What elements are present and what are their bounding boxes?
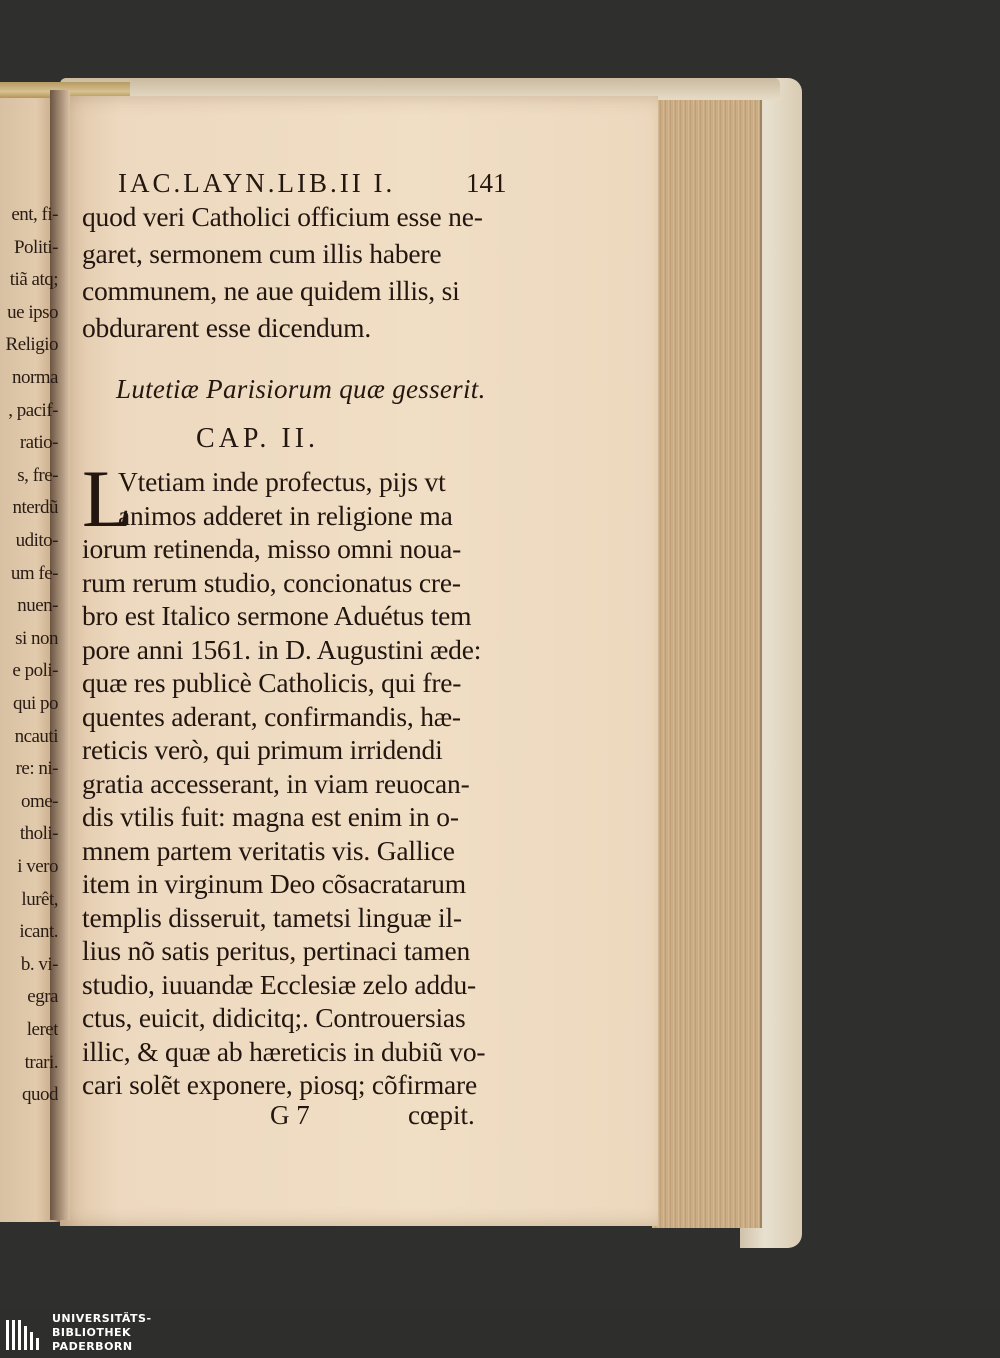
text-line: bro est Italico sermone Aduétus tem (82, 600, 472, 631)
text-line: gratia accesserant, in viam reuocan- (82, 767, 470, 799)
logo-text-line-2: BIBLIOTHEK (52, 1326, 132, 1339)
logo-text-line-1: UNIVERSITÄTS- (52, 1312, 152, 1325)
running-head: IAC.LAYN.LIB.II I. (118, 168, 396, 198)
text-line: obdurarent esse dicendum. (82, 312, 372, 343)
gutter (50, 90, 70, 1220)
facing-text-fragment: leret (26, 1019, 58, 1040)
text-line: communem, ne aue quidem illis, si (82, 275, 460, 306)
facing-text-fragment: ratio- (19, 432, 58, 454)
drop-cap: L (82, 453, 133, 544)
facing-text-fragment: s, fre- (17, 464, 58, 486)
text-line: animos adderet in religione ma (118, 499, 453, 531)
text-line: quæ res publicè Catholicis, qui fre- (82, 667, 462, 698)
library-logo-icon (4, 1316, 44, 1356)
text-line: iorum retinenda, misso omni noua- (82, 533, 462, 564)
facing-text-fragment: b. vi- (20, 953, 58, 975)
facing-text-fragment: Religio (5, 334, 58, 356)
facing-text-fragment: e poli- (12, 660, 58, 682)
facing-text-fragment: quod (22, 1084, 58, 1106)
facing-text-fragment: ent, fi- (11, 204, 58, 225)
facing-text-fragment: , pacif- (8, 399, 58, 421)
text-line: rum rerum studio, concionatus cre- (82, 566, 461, 598)
facing-text-fragment: ncauti (14, 725, 58, 747)
facing-text-fragment: trari. (24, 1051, 58, 1073)
catchword: cœpit. (408, 1100, 475, 1130)
footer-bar (0, 1308, 1000, 1358)
facing-text-fragment: i vero (17, 856, 58, 877)
facing-text-fragment: Politi- (13, 236, 58, 258)
facing-text-fragment: udito- (15, 530, 58, 551)
text-line: quentes aderant, confirmandis, hæ- (82, 700, 461, 732)
facing-text-fragment: um fe- (10, 562, 58, 584)
text-line: lius nõ satis peritus, pertinaci tamen (82, 935, 471, 966)
text-line: Vtetiam inde profectus, pijs vt (118, 466, 446, 497)
facing-text-fragment: si non (15, 627, 58, 649)
facing-text-fragment: tholi- (19, 823, 58, 845)
facing-text-fragment: nuen- (17, 595, 58, 617)
text-line: cari solẽt exponere, piosq; cõfirmare (82, 1069, 478, 1100)
facing-text-fragment: tiã atq; (9, 269, 58, 291)
facing-text-fragment: lurêt, (21, 888, 58, 910)
facing-text-fragment: egra (27, 986, 58, 1008)
page-number: 141 (466, 168, 507, 198)
facing-text-fragment: norma (11, 367, 58, 388)
text-line: illic, & quæ ab hæreticis in dubiũ vo- (82, 1035, 486, 1067)
facing-text-fragment: ome- (20, 790, 58, 812)
text-line: ctus, euicit, didicitq;. Controuersias (82, 1002, 466, 1033)
logo-text-line-3: PADERBORN (52, 1340, 133, 1353)
text-line: studio, iuuandæ Ecclesiæ zelo addu- (82, 968, 476, 1000)
chapter-label: CAP. II. (196, 423, 320, 454)
signature-mark: G 7 (270, 1100, 310, 1130)
page-stack-fore-edge (652, 100, 762, 1228)
text-line: item in virginum Deo cõsacratarum (82, 868, 466, 899)
text-line: garet, sermonem cum illis habere (82, 238, 442, 269)
text-line: quod veri Catholici officium esse ne- (82, 201, 483, 232)
text-line: mnem partem veritatis vis. Gallice (82, 834, 455, 866)
facing-text-fragment: nterdũ (12, 497, 58, 519)
text-line: pore anni 1561. in D. Augustini æde: (82, 633, 482, 665)
facing-text-fragment: qui po (12, 693, 58, 714)
text-line: reticis verò, qui primum irridendi (82, 734, 443, 765)
facing-text-fragment: ue ipso (7, 301, 58, 323)
text-line: dis vtilis fuit: magna est enim in o- (82, 801, 459, 832)
text-line: templis disseruit, tametsi linguæ il- (82, 901, 462, 933)
section-title: Lutetiæ Parisiorum quæ gesserit. (116, 374, 486, 404)
facing-text-fragment: re: ni- (15, 758, 58, 780)
facing-text-fragment: icant. (19, 921, 58, 943)
